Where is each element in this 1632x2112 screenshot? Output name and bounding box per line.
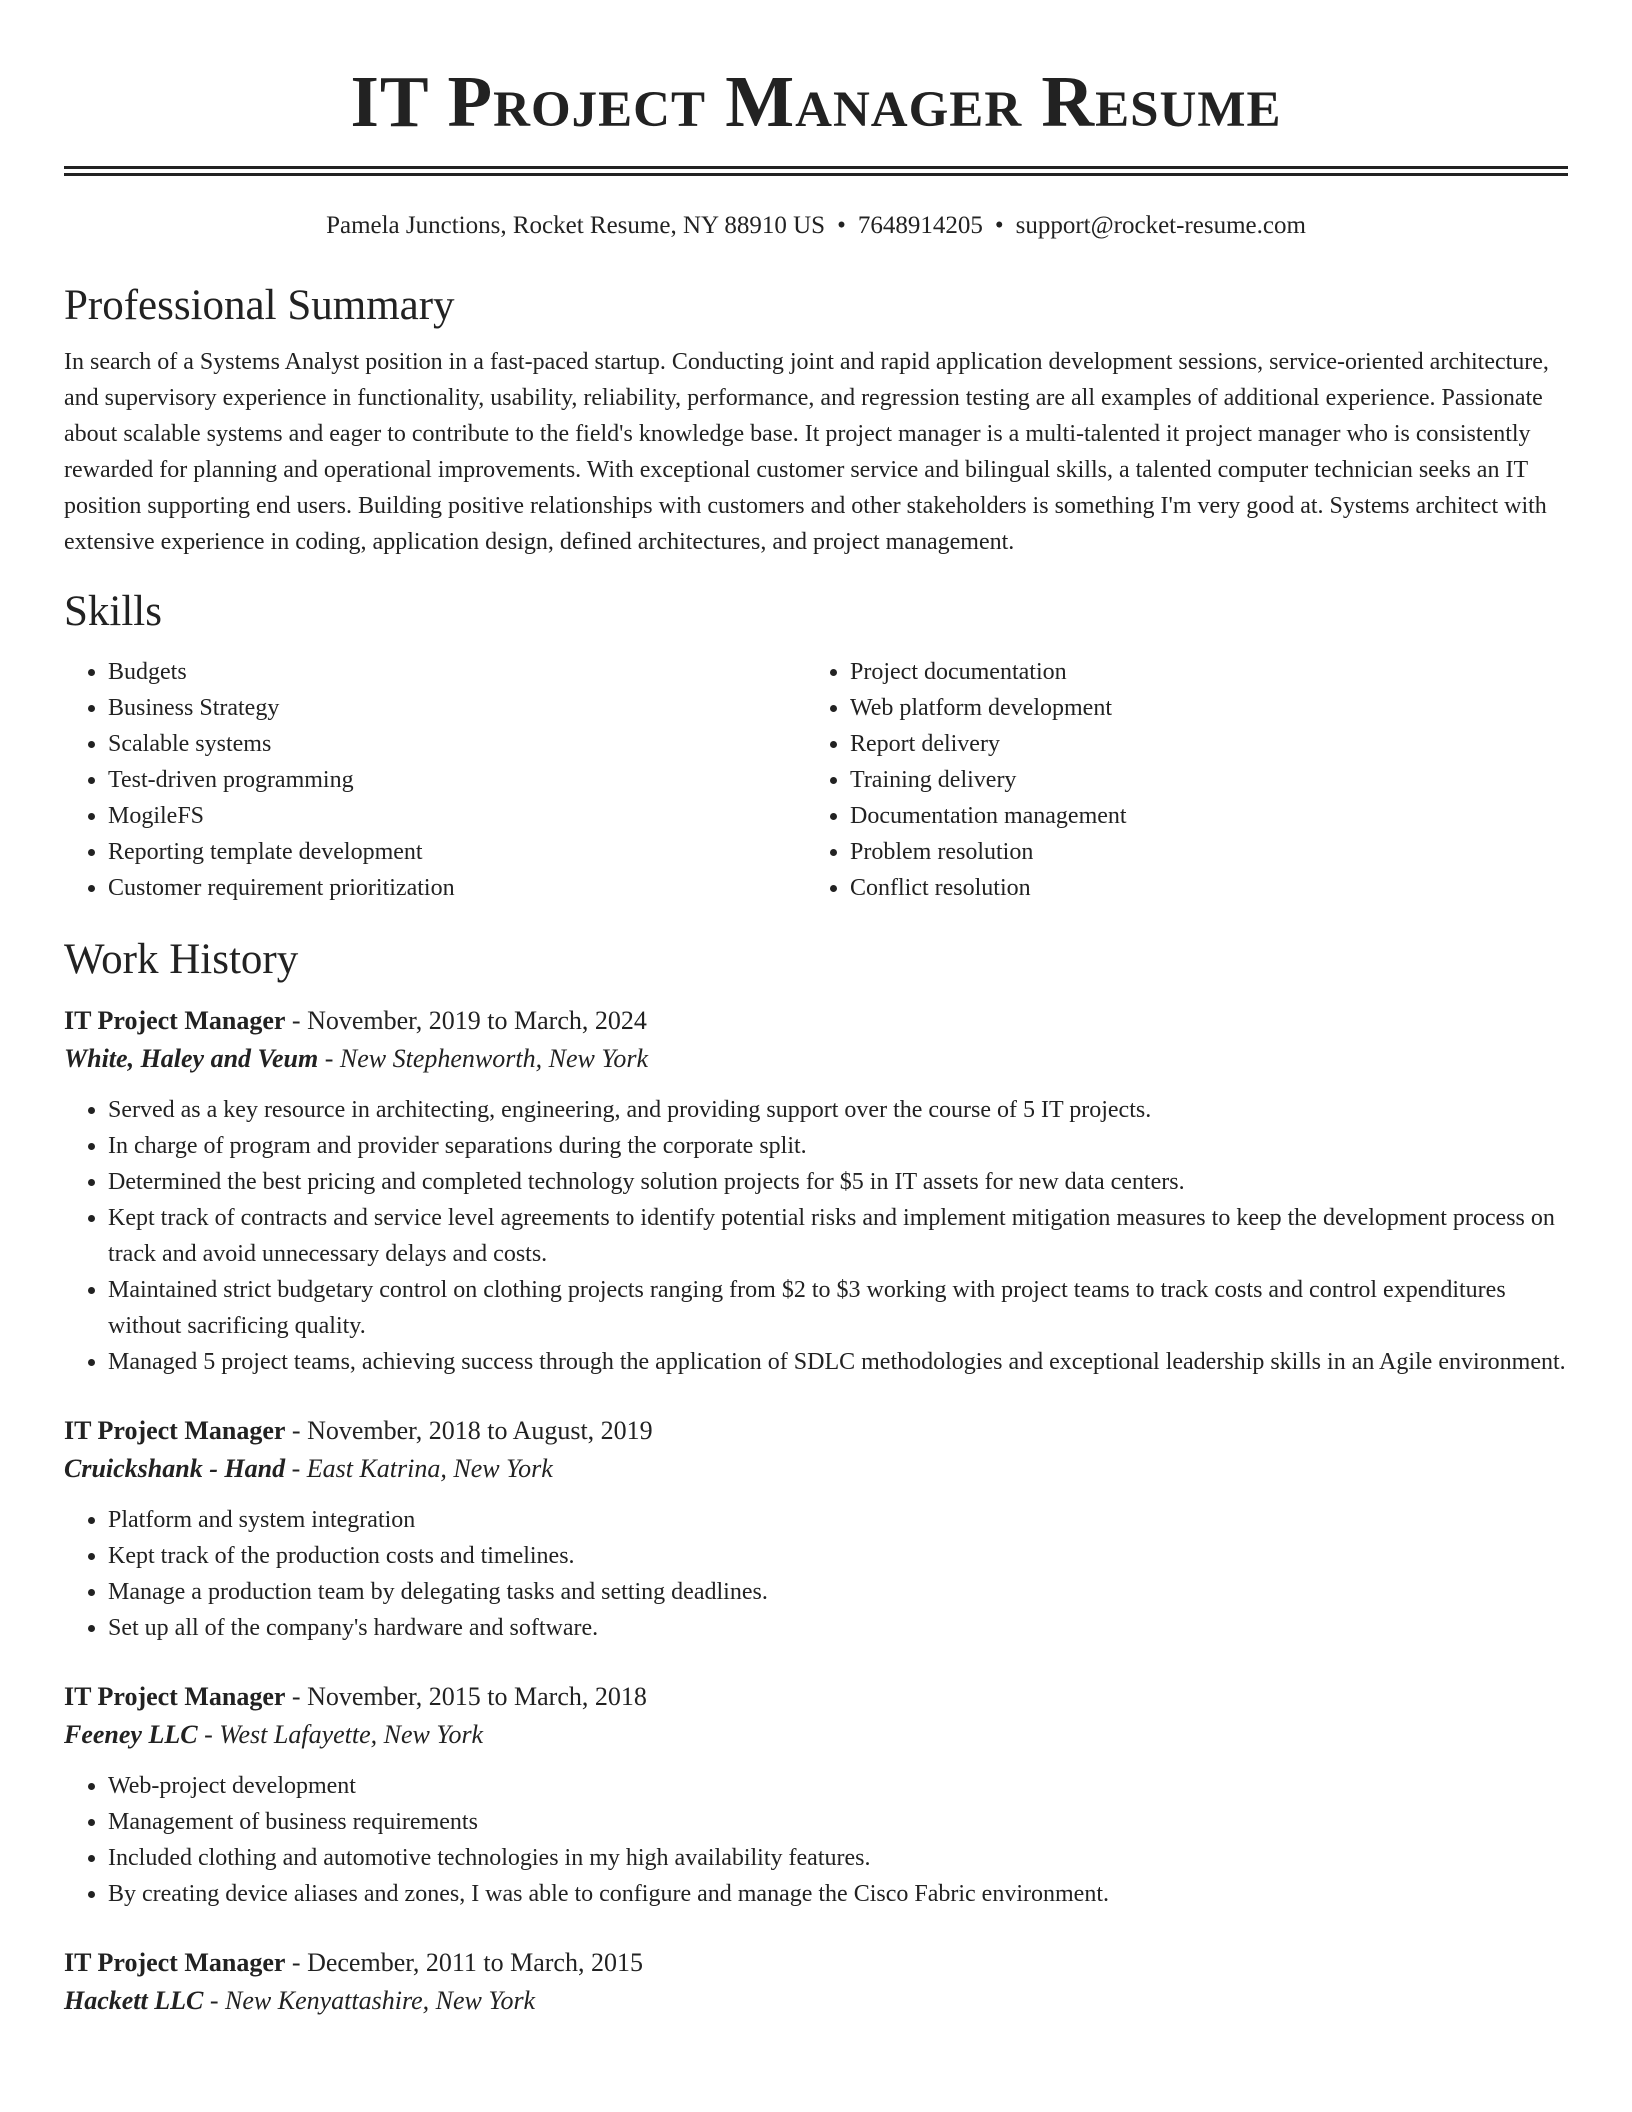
skill-item: • MogileFS: [108, 798, 806, 834]
skill-item: • Project documentation: [850, 654, 1548, 690]
job-role: IT Project Manager: [64, 1948, 286, 1977]
contact-phone: 7648914205: [857, 212, 983, 239]
skill-item: • Test-driven programming: [108, 762, 806, 798]
job-location: - East Katrina, New York: [285, 1454, 553, 1483]
job-company-line: [64, 1982, 1568, 2020]
job-title-line: [64, 1678, 1568, 1716]
summary-text: In search of a Systems Analyst position in a fast-paced startup. Conducting joint and rapid application development sessions, service-oriented architecture, and supervisory experience in functionality, usability, reliability, performance, and regression testing are all examples of additional experience. Passionate about scalable systems and eager to contribute to the field's knowledge base. It project manager is a multi-talented it project manager who is consistently rewarded for planning and operational improvements. With exceptional customer service and bilingual skills, a talented computer technician seeks an IT position supporting end users. Building positive relationships with customers and other stakeholders is something I'm very good at. Systems architect with extensive experience in coding, application design, defined architectures, and project management.: [64, 349, 1549, 555]
job-entry: [64, 1412, 1568, 1646]
job-title-line: [64, 1944, 1568, 1982]
skill-item: • Budgets: [108, 654, 806, 690]
skill-item: • Documentation management: [850, 798, 1548, 834]
job-entry: [64, 1944, 1568, 2020]
skill-item: • Scalable systems: [108, 726, 806, 762]
job-bullet: • Managed 5 project teams, achieving success through the application of SDLC methodologies and exceptional leadership skills in an Agile environment.: [108, 1344, 1568, 1380]
work-history-heading: Work History: [64, 936, 299, 983]
job-dates: - November, 2015 to March, 2018: [285, 1682, 647, 1711]
job-bullet: • Management of business requirements: [108, 1804, 1568, 1840]
title-double-rule: [64, 166, 1568, 176]
job-bullet: • Determined the best pricing and completed technology solution projects for $5 in IT assets for new data centers.: [108, 1164, 1568, 1200]
job-bullet: • Set up all of the company's hardware and software.: [108, 1610, 1568, 1646]
job-location: - New Stephenworth, New York: [318, 1044, 649, 1073]
job-bullet: • Manage a production team by delegating tasks and setting deadlines.: [108, 1574, 1568, 1610]
skills-list-left: [64, 654, 806, 906]
job-company: Cruickshank - Hand: [64, 1454, 286, 1483]
work-history-list: [64, 1002, 1568, 2020]
job-bullet: • Maintained strict budgetary control on clothing projects ranging from $2 to $3 working with project teams to track costs and control expenditures without sacrificing quality.: [108, 1272, 1568, 1344]
job-location: - New Kenyattashire, New York: [203, 1986, 536, 2015]
job-bullet: • Included clothing and automotive technologies in my high availability features.: [108, 1840, 1568, 1876]
contact-email: support@rocket-resume.com: [1015, 212, 1306, 239]
job-role: IT Project Manager: [64, 1006, 286, 1035]
skill-item: • Report delivery: [850, 726, 1548, 762]
job-bullets: [64, 1092, 1568, 1380]
job-bullet: • Served as a key resource in architecting, engineering, and providing support over the course of 5 IT projects.: [108, 1092, 1568, 1128]
job-title-line: [64, 1002, 1568, 1040]
skill-item: • Business Strategy: [108, 690, 806, 726]
contact-separator: •: [994, 212, 1004, 239]
job-company-line: [64, 1450, 1568, 1488]
job-dates: - November, 2018 to August, 2019: [285, 1416, 653, 1445]
skill-item: • Web platform development: [850, 690, 1548, 726]
skill-item: • Customer requirement prioritization: [108, 870, 806, 906]
job-dates: - December, 2011 to March, 2015: [285, 1948, 643, 1977]
job-bullets: [64, 1768, 1568, 1912]
contact-separator: •: [837, 212, 846, 239]
job-bullet: • By creating device aliases and zones, I was able to configure and manage the Cisco Fabric environment.: [108, 1876, 1568, 1912]
job-company-line: [64, 1040, 1568, 1078]
job-company: Feeney LLC: [64, 1720, 198, 1749]
job-role: IT Project Manager: [64, 1416, 286, 1445]
contact-address: Pamela Junctions, Rocket Resume, NY 88910 US: [326, 212, 826, 239]
contact-line: [64, 210, 1568, 242]
job-entry: [64, 1678, 1568, 1912]
job-bullet: • Platform and system integration: [108, 1502, 1568, 1538]
summary-heading: Professional Summary: [64, 282, 455, 329]
skills-columns: [64, 654, 1568, 906]
job-bullet: • Web-project development: [108, 1768, 1568, 1804]
job-company-line: [64, 1716, 1568, 1754]
job-entry: [64, 1002, 1568, 1380]
skill-item: • Problem resolution: [850, 834, 1548, 870]
job-bullet: • Kept track of the production costs and timelines.: [108, 1538, 1568, 1574]
job-bullets: [64, 1502, 1568, 1646]
job-dates: - November, 2019 to March, 2024: [285, 1006, 647, 1035]
skill-item: • Training delivery: [850, 762, 1548, 798]
resume-title: IT Project Manager Resume: [350, 61, 1282, 142]
job-company: Hackett LLC: [64, 1986, 204, 2015]
job-bullet: • Kept track of contracts and service level agreements to identify potential risks and implement mitigation measures to keep the development process on track and avoid unnecessary delays and costs.: [108, 1200, 1568, 1272]
skills-heading: Skills: [64, 588, 162, 635]
skill-item: • Conflict resolution: [850, 870, 1548, 906]
job-role: IT Project Manager: [64, 1682, 286, 1711]
job-company: White, Haley and Veum: [64, 1044, 319, 1073]
job-bullet: • In charge of program and provider separations during the corporate split.: [108, 1128, 1568, 1164]
job-location: - West Lafayette, New York: [197, 1720, 484, 1749]
job-title-line: [64, 1412, 1568, 1450]
skill-item: • Reporting template development: [108, 834, 806, 870]
skills-list-right: [806, 654, 1548, 906]
